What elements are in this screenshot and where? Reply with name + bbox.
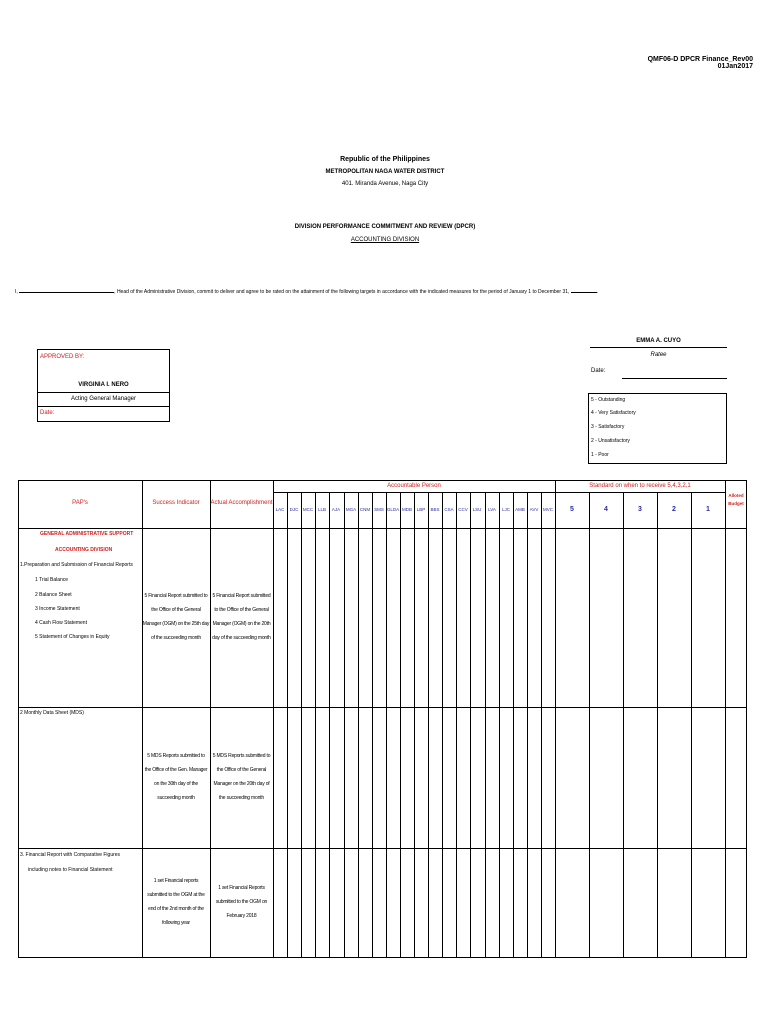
accountable-column-divider <box>287 492 288 958</box>
success-indicator-mds: 5 MDS Reports submitted to the Office of the Gen. Manager on the 30th day of the succeeding month <box>144 753 208 801</box>
pap-item-mds: 2 Monthly Data Sheet (MDS) <box>20 710 84 716</box>
section-title-general: GENERAL ADMINISTRATIVE SUPPORT <box>40 531 134 537</box>
rating-column-label: 4 <box>604 506 608 513</box>
commitment-text: , Head of the Administrative Division, commit to deliver and agree to be rated on the attainment of the following targets in accordance with the indicated measures for the period of January 1 to December 31, <box>114 289 570 295</box>
approved-by-label: APPROVED BY: <box>40 354 85 360</box>
form-subtitle: ACCOUNTING DIVISION <box>350 237 420 243</box>
pap-subitem: 1 Trial Balance <box>35 577 69 583</box>
pap-subitem: 3 Income Statement <box>35 606 80 612</box>
pap-item-comparative-notes: including notes to Financial Statement <box>28 867 113 873</box>
accountable-column-divider <box>428 492 429 958</box>
rating-column-divider <box>691 492 692 958</box>
accountable-person-code: LVA <box>488 507 496 512</box>
success-indicator-comparative-report: 1 set Financial reports submitted to the OGM at the end of the 2nd month of the following year <box>147 878 205 926</box>
approver-date-label: Date: <box>40 410 55 416</box>
accountable-column-divider <box>400 492 401 958</box>
approver-signature-line <box>37 392 170 393</box>
accountable-person-code: LBP <box>416 507 426 512</box>
accountable-person-code: AMB <box>515 507 525 512</box>
accountable-column-divider <box>513 492 514 958</box>
accountable-person-code: CCV <box>458 507 468 512</box>
accountable-column-divider <box>386 492 387 958</box>
ratee-date-label: Date: <box>591 368 606 374</box>
accountable-column-divider <box>470 492 471 958</box>
col-header-success-indicator: Success Indicator <box>152 500 200 506</box>
header-republic: Republic of the Philippines <box>340 156 430 163</box>
accountable-person-code: SMS <box>374 507 384 512</box>
rating-column-label: 1 <box>706 506 710 513</box>
accountable-person-code: MGA <box>345 507 357 512</box>
accountable-person-code: LAC <box>275 507 285 512</box>
accountable-person-code: BBS <box>430 507 440 512</box>
header-address: 401. Miranda Avenue, Naga City <box>341 181 429 187</box>
col-header-standard: Standard on when to receive 5,4,3,2,1 <box>589 483 691 489</box>
accountable-column-divider <box>541 492 542 958</box>
accountable-person-code: MVC <box>543 507 553 512</box>
legend-item: 2 - Unsatisfactory <box>591 438 630 444</box>
actual-accomplishment-financial-reports: 5 Financial Report submitted to the Office of the General Manager (OGM) on the 20th day of the succeeding month <box>212 593 271 641</box>
col-header-accountable-person: Accountable Person <box>387 483 441 489</box>
accountable-person-code: DJC <box>289 507 299 512</box>
accountable-column-divider <box>414 492 415 958</box>
accountable-person-code: CSA <box>444 507 454 512</box>
legend-item: 5 - Outstanding <box>591 397 626 403</box>
commitment-prefix: I, <box>15 289 20 295</box>
rating-column-divider <box>589 492 590 958</box>
col-header-paps: PAP's <box>72 500 88 506</box>
accountable-person-code: AVV <box>529 507 539 512</box>
accountable-column-divider <box>329 492 330 958</box>
pap-item-financial-reports: 1.Preparation and Submission of Financial Reports <box>20 562 133 568</box>
approver-title: Acting General Manager <box>70 396 137 402</box>
pap-item-comparative-report: 3. Financial Report with Comparative Figures <box>20 852 121 858</box>
accountable-column-divider <box>456 492 457 958</box>
accountable-column-divider <box>372 492 373 958</box>
rating-column-label: 5 <box>570 506 574 513</box>
accountable-person-code: GLDA <box>386 507 400 512</box>
approver-name: VIRGINIA I. NERO <box>78 382 129 388</box>
rating-column-divider <box>623 492 624 958</box>
accountable-column-divider <box>301 492 302 958</box>
success-indicator-financial-reports: 5 Financial Report submitted to the Office of the General Manager (OGM) on the 25th day of the succeeding month <box>142 593 210 641</box>
section-title-accounting: ACCOUNTING DIVISION <box>55 547 113 553</box>
accountable-column-divider <box>358 492 359 958</box>
col-header-alloted-budget: Alloted Budget <box>728 493 744 506</box>
accountable-person-code: LLB <box>317 507 326 512</box>
col-header-actual-accomplishment: Actual Accomplishment <box>210 500 273 506</box>
legend-item: 1 - Poor <box>591 452 609 458</box>
accountable-column-divider <box>315 492 316 958</box>
actual-accomplishment-mds: 5 MDS Reports submitted to the Office of the General Manager on the 20th day of the succeeding month <box>212 753 271 801</box>
ratee-date-line <box>622 378 727 379</box>
form-title: DIVISION PERFORMANCE COMMITMENT AND REVIEW (DPCR) <box>294 224 476 230</box>
pap-subitem: 4 Cash Flow Statement <box>35 620 87 626</box>
legend-item: 3 - Satisfactory <box>591 424 625 430</box>
pap-subitem: 5 Statement of Changes in Equity <box>35 634 110 640</box>
ratee-name: EMMA A. CUYO <box>636 338 681 344</box>
accountable-column-divider <box>344 492 345 958</box>
table-outer-border <box>18 480 747 958</box>
accountable-column-divider <box>442 492 443 958</box>
accountable-column-divider <box>499 492 500 958</box>
approver-divider <box>37 406 170 407</box>
rating-column-label: 2 <box>672 506 676 513</box>
accountable-column-divider <box>485 492 486 958</box>
accountable-person-code: AJA <box>331 507 341 512</box>
accountable-column-divider <box>527 492 528 958</box>
ratee-role: Ratee <box>650 352 667 358</box>
commitment-statement: I, , Head of the Administrative Division, commit to deliver and agree to be rated on the attainment of the following targets in accordance with the indicated measures for the period of January 1 to December 31, . <box>15 289 599 295</box>
accountable-person-code: LSU <box>472 507 482 512</box>
accountable-person-code: MDB <box>402 507 412 512</box>
legend-item: 4 - Very Satisfactory <box>591 410 636 416</box>
actual-accomplishment-comparative-report: 1 set Financial Reports submitted to the OGM on February 2018 <box>215 885 268 919</box>
accountable-person-code: MCC <box>302 507 314 512</box>
header-agency: METROPOLITAN NAGA WATER DISTRICT <box>325 169 445 175</box>
document-code: QMF06-D DPCR Finance_Rev00 01Jan2017 <box>647 56 753 70</box>
pap-subitem: 2 Balance Sheet <box>35 592 72 598</box>
rating-column-divider <box>657 492 658 958</box>
accountable-person-code: CNM <box>359 507 371 512</box>
ratee-signature-line <box>590 347 727 348</box>
accountable-person-code: LJC <box>501 507 510 512</box>
rating-column-label: 3 <box>638 506 642 513</box>
